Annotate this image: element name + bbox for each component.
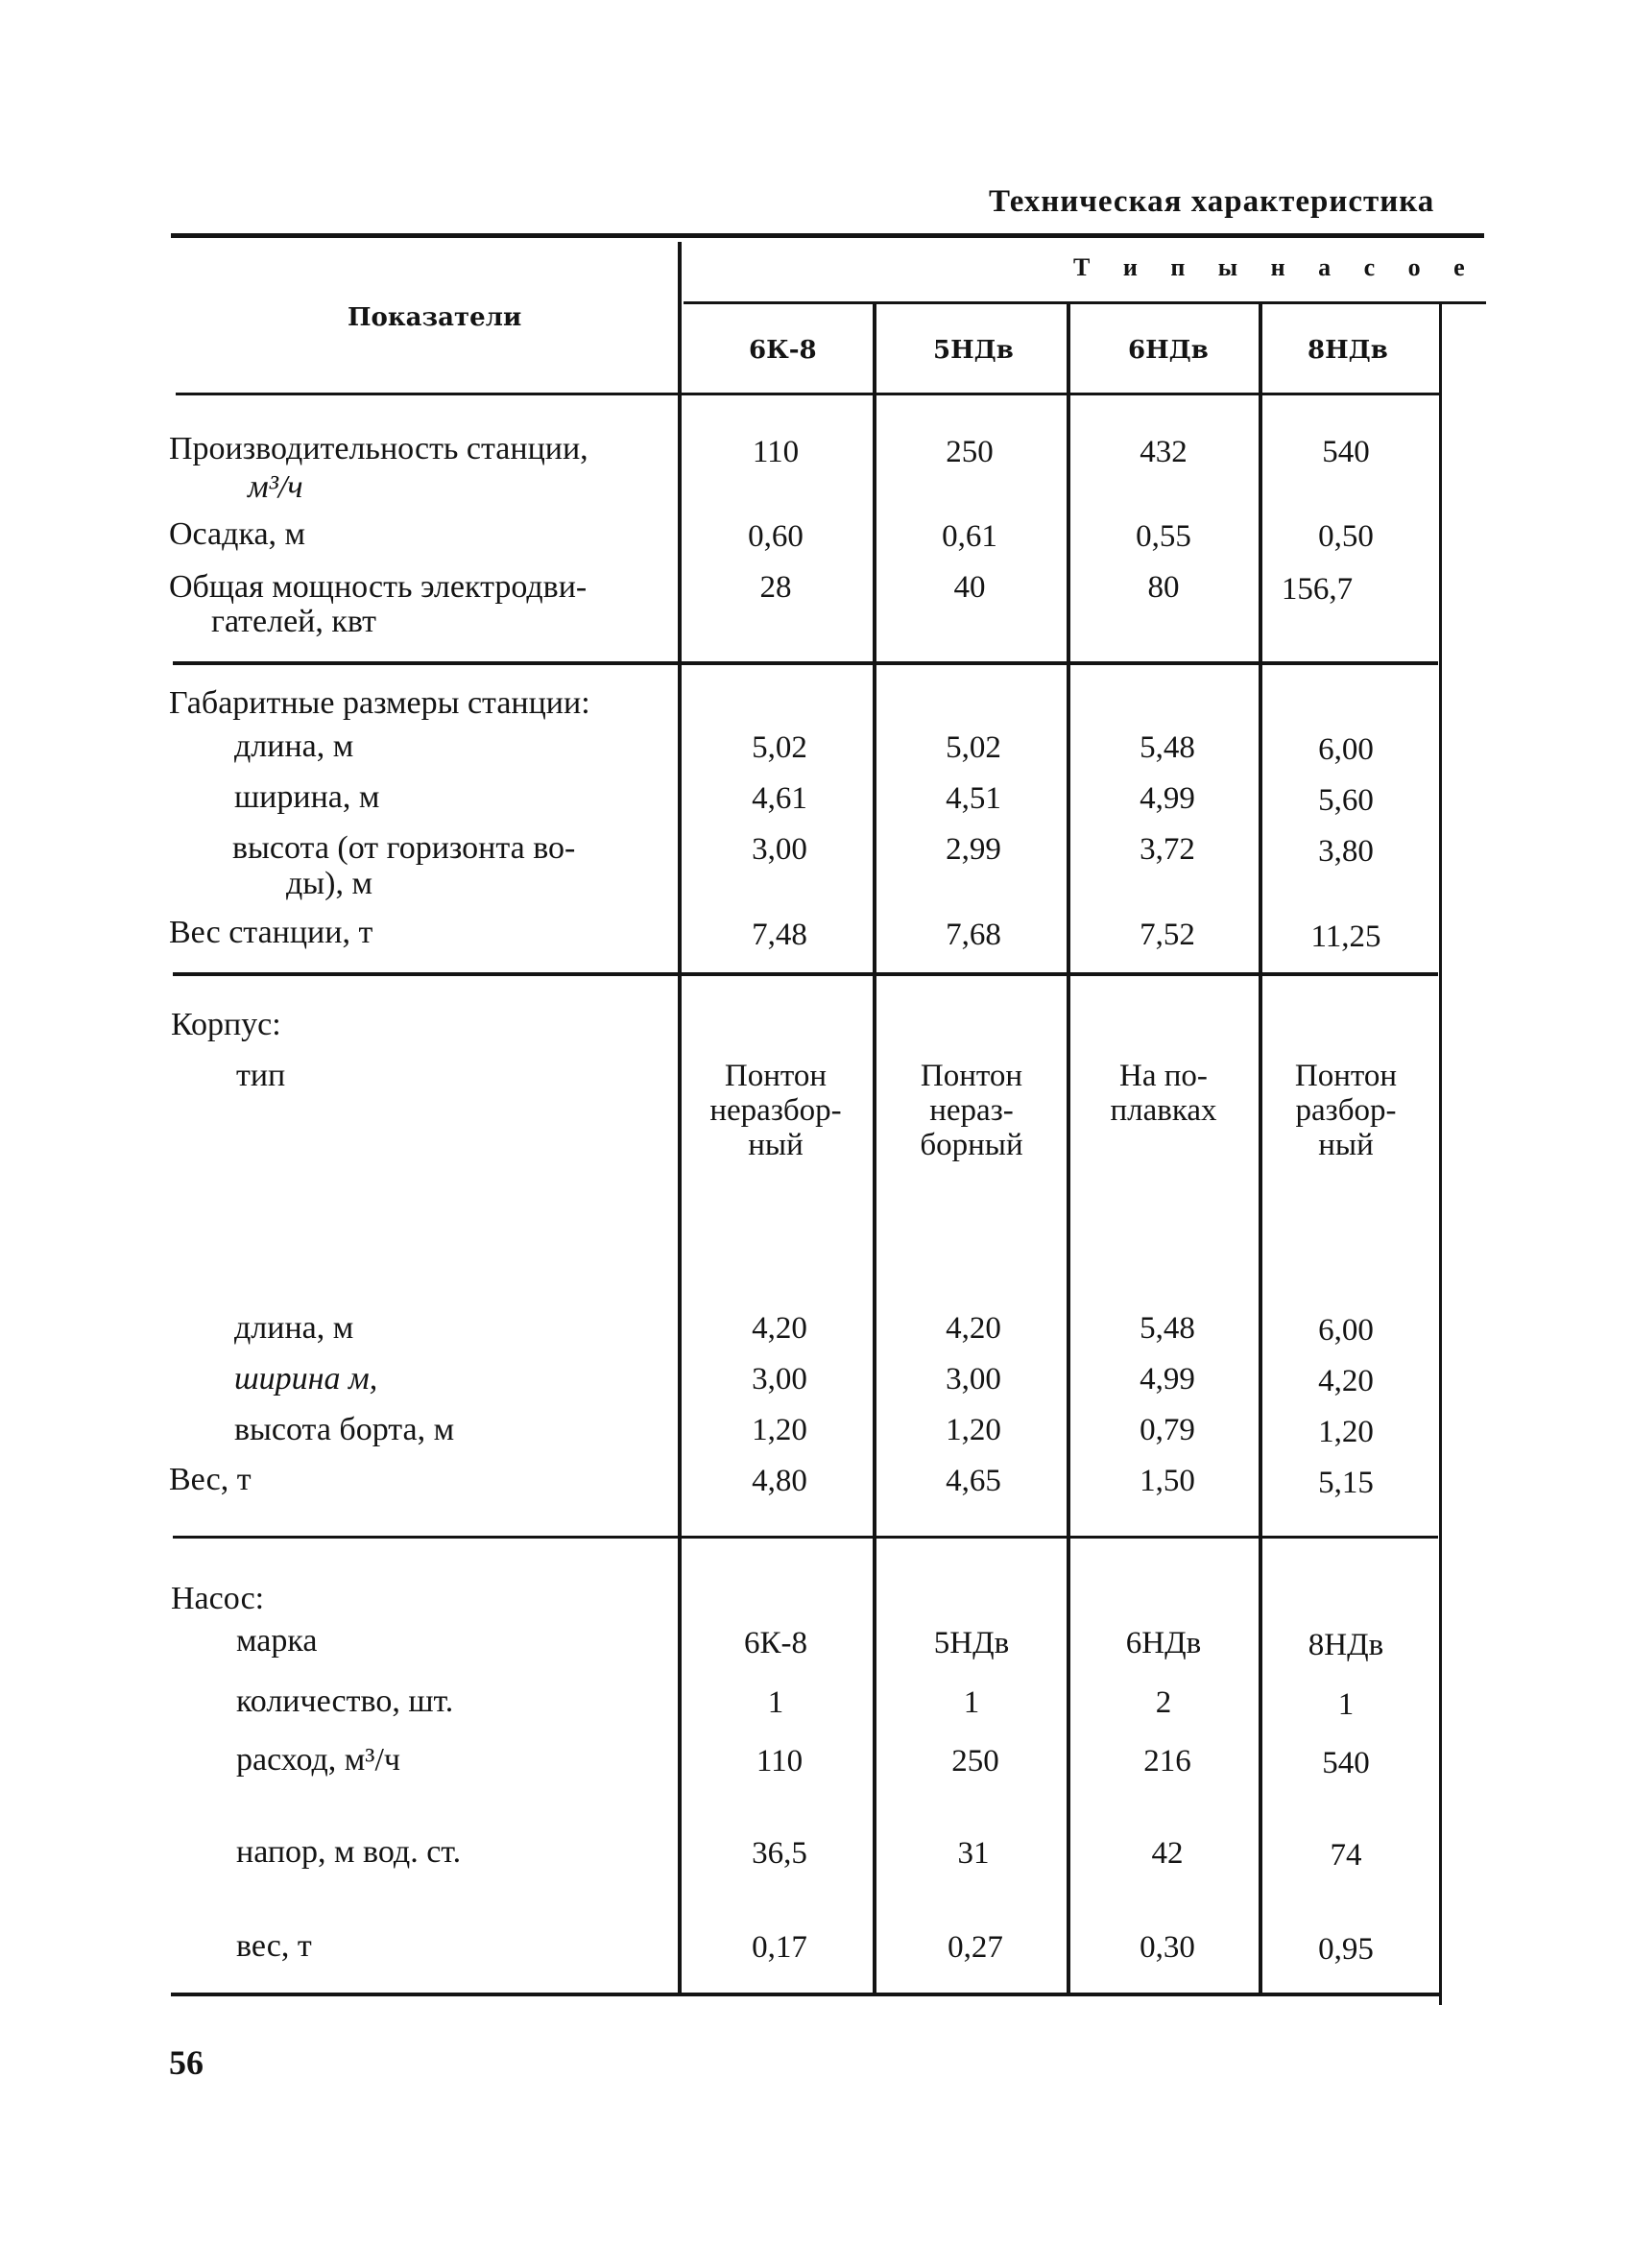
value-cell: 3,00	[752, 1362, 807, 1397]
value-cell: 1	[1337, 1687, 1355, 1722]
value-cell: 4,80	[752, 1464, 807, 1498]
hull-type-5ndv	[885, 1059, 1058, 1162]
value-cell: 0,95	[1318, 1932, 1374, 1967]
bottom-rule	[171, 1993, 1440, 1996]
indicators-header: Показатели	[348, 303, 522, 332]
hull-type-line: нераз-	[929, 1093, 1014, 1128]
label-pump-heading: Насос:	[171, 1581, 265, 1616]
value-cell: 1	[963, 1685, 980, 1720]
value-cell: 5,15	[1318, 1466, 1374, 1500]
hull-type-line: плавках	[1110, 1093, 1217, 1128]
value-cell: 6К-8	[744, 1626, 807, 1660]
value-cell: 1,20	[1318, 1415, 1374, 1449]
value-cell: 216	[1143, 1744, 1191, 1779]
value-cell: 1	[767, 1685, 784, 1720]
value-cell: 4,99	[1140, 781, 1195, 816]
value-cell: 3,80	[1318, 834, 1374, 869]
value-cell: 432	[1140, 435, 1188, 469]
value-cell: 0,50	[1318, 519, 1374, 554]
label-height: высота (от горизонта во-	[232, 830, 576, 866]
value-cell: 0,27	[948, 1930, 1003, 1965]
value-cell: 540	[1322, 435, 1370, 469]
value-cell: 4,20	[752, 1311, 807, 1346]
hull-type-line: Понтон	[920, 1059, 1023, 1093]
label-width: ширина, м	[234, 779, 380, 815]
value-cell: 3,00	[946, 1362, 1001, 1397]
hull-type-line: разбор-	[1295, 1093, 1397, 1128]
value-cell: 0,60	[748, 519, 804, 554]
value-cell: 3,72	[1140, 832, 1195, 867]
value-cell: 4,51	[946, 781, 1001, 816]
label-length: длина, м	[234, 728, 354, 764]
label-productivity-unit: м³/ч	[248, 469, 303, 505]
hull-type-line: борный	[920, 1128, 1023, 1162]
value-cell: 3,00	[752, 832, 807, 867]
label-power: Общая мощность электродви-	[169, 569, 588, 605]
value-cell: 110	[756, 1744, 804, 1779]
label-productivity: Производительность станции,	[169, 431, 588, 466]
label-pump-weight: вес, т	[236, 1928, 312, 1964]
value-cell: 0,79	[1140, 1413, 1195, 1447]
value-cell: 7,68	[946, 918, 1001, 952]
value-cell: 11,25	[1310, 919, 1381, 954]
label-hull-type: тип	[236, 1058, 286, 1093]
hull-type-6ndv	[1077, 1059, 1250, 1128]
value-cell: 2,99	[946, 832, 1001, 867]
label-pump-brand: марка	[236, 1623, 318, 1659]
hull-type-line: ный	[1318, 1128, 1374, 1162]
value-cell: 31	[957, 1836, 990, 1871]
column-header-6ndv: 6НДв	[1128, 336, 1209, 365]
column-header-8ndv: 8НДв	[1308, 336, 1388, 365]
value-cell: 5,48	[1140, 730, 1195, 765]
hull-type-line: ный	[748, 1128, 804, 1162]
pump-types-rule	[684, 301, 1486, 304]
value-cell: 7,48	[752, 918, 807, 952]
value-cell: 250	[951, 1744, 999, 1779]
column-divider-2	[1067, 304, 1070, 1994]
value-cell: 6,00	[1318, 732, 1374, 767]
value-cell: 5,02	[752, 730, 807, 765]
value-cell: 36,5	[752, 1836, 807, 1871]
page-number: 56	[169, 2043, 204, 2082]
value-cell: 0,17	[752, 1930, 807, 1965]
label-station-weight: Вес станции, т	[169, 915, 373, 950]
value-cell: 42	[1151, 1836, 1184, 1871]
value-cell: 28	[759, 570, 792, 605]
header-bottom-rule	[176, 393, 1439, 395]
value-cell: 5,02	[946, 730, 1001, 765]
top-rule	[171, 233, 1484, 238]
pump-types-header: Т и п ы н а с о е	[1073, 253, 1478, 281]
hull-type-line: Понтон	[1294, 1059, 1398, 1093]
value-cell: 6,00	[1318, 1313, 1374, 1348]
value-cell: 0,30	[1140, 1930, 1195, 1965]
label-pump-count: количество, шт.	[236, 1683, 454, 1719]
column-divider-1	[873, 304, 876, 1994]
label-draft: Осадка, м	[169, 516, 306, 552]
label-hull-width: ширина м,	[234, 1361, 378, 1397]
label-hull-weight: Вес, т	[169, 1462, 252, 1497]
label-pump-flow: расход, м³/ч	[236, 1742, 401, 1778]
value-cell: 0,55	[1136, 519, 1191, 554]
value-cell: 110	[752, 435, 800, 469]
value-cell: 1,20	[946, 1413, 1001, 1447]
indicator-column-divider	[678, 242, 682, 1994]
hull-type-line: Понтон	[724, 1059, 828, 1093]
value-cell: 4,20	[1318, 1364, 1374, 1398]
label-pump-head: напор, м вод. ст.	[236, 1834, 462, 1870]
value-cell: 80	[1147, 570, 1180, 605]
label-height-unit: ды), м	[286, 866, 372, 901]
value-cell: 2	[1155, 1685, 1172, 1720]
value-cell: 4,65	[946, 1464, 1001, 1498]
value-cell: 74	[1330, 1838, 1362, 1873]
value-cell: 1,50	[1140, 1464, 1195, 1498]
value-cell: 7,52	[1140, 918, 1195, 952]
value-cell: 156,7	[1281, 572, 1354, 607]
value-cell: 1,20	[752, 1413, 807, 1447]
column-header-6k8: 6К-8	[749, 336, 817, 365]
label-dimensions-heading: Габаритные размеры станции:	[169, 685, 590, 721]
column-header-5ndv: 5НДв	[933, 336, 1014, 365]
label-hull-heading: Корпус:	[171, 1007, 281, 1042]
value-cell: 4,99	[1140, 1362, 1195, 1397]
label-hull-length: длина, м	[234, 1310, 354, 1346]
value-cell: 0,61	[942, 519, 997, 554]
value-cell: 5НДв	[933, 1626, 1010, 1660]
label-hull-side-height: высота борта, м	[234, 1412, 455, 1447]
section3-rule	[173, 1536, 1438, 1539]
value-cell: 5,60	[1318, 783, 1374, 818]
value-cell: 4,61	[752, 781, 807, 816]
hull-type-6k8	[689, 1059, 862, 1162]
value-cell: 540	[1322, 1746, 1370, 1780]
value-cell: 250	[946, 435, 994, 469]
value-cell: 8НДв	[1308, 1628, 1384, 1662]
value-cell: 6НДв	[1125, 1626, 1202, 1660]
section1-rule	[173, 661, 1438, 665]
page-title: Техническая характеристика	[989, 184, 1435, 219]
right-border	[1439, 304, 1442, 2005]
hull-type-line: На по-	[1119, 1059, 1208, 1093]
hull-type-line: неразбор-	[709, 1093, 842, 1128]
value-cell: 40	[953, 570, 986, 605]
value-cell: 4,20	[946, 1311, 1001, 1346]
label-power-unit: гателей, квт	[211, 604, 376, 639]
section2-rule	[173, 972, 1438, 976]
value-cell: 5,48	[1140, 1311, 1195, 1346]
hull-type-8ndv	[1260, 1059, 1432, 1162]
